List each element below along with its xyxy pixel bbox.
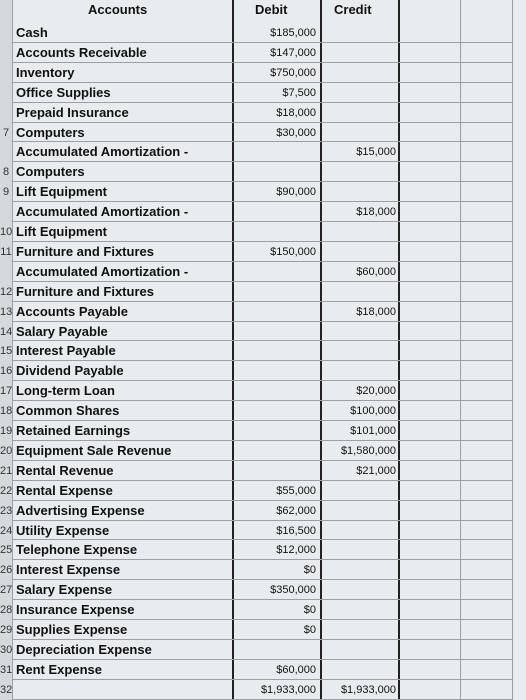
account-cell[interactable]: Advertising Expense — [16, 502, 145, 518]
debit-cell[interactable]: $0 — [303, 564, 316, 577]
row-number: 8 — [2, 166, 10, 179]
account-cell[interactable]: Accumulated Amortization - — [16, 144, 189, 160]
account-cell[interactable]: Salary Payable — [16, 323, 108, 339]
account-cell[interactable]: Depreciation Expense — [16, 641, 152, 657]
account-cell[interactable]: Rent Expense — [16, 661, 102, 677]
row-number: 10 — [0, 226, 13, 238]
row-number: 16 — [0, 365, 13, 378]
account-cell[interactable]: Cash — [16, 25, 48, 40]
credit-cell[interactable]: $18,000 — [356, 206, 396, 219]
account-cell[interactable]: Inventory — [16, 64, 75, 80]
account-cell[interactable]: Lift Equipment — [16, 224, 107, 239]
row-gridline — [12, 161, 512, 162]
row-gridline — [12, 241, 512, 242]
row-number: 13 — [0, 305, 13, 318]
account-cell[interactable]: Rental Revenue — [16, 462, 114, 478]
account-cell[interactable]: Accounts Receivable — [16, 44, 147, 60]
row-gridline — [12, 619, 512, 620]
account-cell[interactable]: Computers — [16, 164, 85, 180]
row-gridline — [12, 559, 512, 560]
row-gridline — [12, 321, 512, 322]
row-number: 19 — [0, 425, 13, 437]
row-gridline — [12, 360, 512, 361]
credit-cell[interactable]: $15,000 — [356, 146, 396, 159]
debit-cell[interactable]: $90,000 — [276, 186, 316, 199]
row-gridline — [12, 440, 512, 441]
account-cell[interactable]: Rental Expense — [16, 482, 113, 498]
row-gridline — [12, 122, 512, 123]
row-number: 31 — [0, 663, 13, 676]
row-gridline — [12, 579, 512, 580]
row-gridline — [12, 400, 512, 401]
grid-line — [512, 0, 513, 700]
account-cell[interactable]: Long-term Loan — [16, 383, 115, 399]
account-cell[interactable]: Common Shares — [16, 403, 120, 419]
row-number: 27 — [0, 584, 13, 597]
row-number: 20 — [0, 444, 13, 457]
credit-cell[interactable]: $18,000 — [356, 305, 396, 318]
credit-cell[interactable]: $60,000 — [356, 265, 396, 278]
row-gridline — [12, 520, 512, 521]
row-gridline — [12, 599, 512, 600]
grid-line — [320, 0, 322, 700]
row-gridline — [12, 281, 512, 282]
debit-cell[interactable]: $60,000 — [276, 663, 316, 676]
row-gridline — [12, 261, 512, 262]
accounts-header: Accounts — [88, 2, 148, 17]
account-cell[interactable]: Telephone Expense — [16, 542, 138, 558]
row-number: 7 — [2, 126, 10, 139]
account-cell[interactable]: Office Supplies — [16, 84, 111, 100]
row-gridline — [12, 340, 512, 341]
account-cell[interactable]: Utility Expense — [16, 522, 110, 538]
row-gridline — [12, 380, 512, 381]
row-gridline — [12, 480, 512, 481]
row-gridline — [12, 301, 512, 302]
row-number: 21 — [0, 464, 13, 477]
row-gridline — [12, 62, 512, 63]
row-gridline — [12, 420, 512, 421]
debit-cell[interactable]: $0 — [303, 624, 316, 636]
credit-cell[interactable]: $21,000 — [356, 464, 396, 477]
row-number: 30 — [0, 643, 13, 656]
row-number: 11 — [0, 245, 12, 258]
row-gridline — [12, 141, 512, 142]
grid-line — [460, 0, 461, 700]
row-number: 26 — [0, 564, 13, 577]
account-cell[interactable]: Interest Expense — [16, 562, 121, 578]
debit-cell[interactable]: $12,000 — [276, 544, 316, 557]
debit-header: Debit — [255, 2, 288, 17]
account-cell[interactable]: Dividend Payable — [16, 363, 124, 379]
row-number: 28 — [0, 604, 13, 617]
row-gridline — [12, 181, 512, 182]
row-gridline — [12, 221, 512, 222]
row-number: 18 — [0, 405, 13, 418]
account-cell[interactable]: Equipment Sale Revenue — [16, 442, 172, 458]
row-number: 14 — [0, 325, 13, 338]
row-number: 25 — [0, 544, 13, 557]
account-cell[interactable]: Accounts Payable — [16, 303, 128, 319]
debit-cell[interactable]: $185,000 — [270, 27, 316, 39]
credit-cell[interactable]: $101,000 — [350, 425, 396, 437]
account-cell[interactable]: Prepaid Insurance — [16, 104, 129, 120]
row-number: 29 — [0, 624, 13, 636]
account-cell[interactable]: Insurance Expense — [16, 602, 135, 618]
row-number: 9 — [2, 186, 10, 199]
credit-cell[interactable]: $100,000 — [350, 405, 396, 418]
row-number: 15 — [0, 345, 13, 358]
row-gridline — [12, 699, 512, 700]
credit-header: Credit — [334, 2, 372, 17]
account-cell[interactable]: Furniture and Fixtures — [16, 243, 154, 259]
debit-cell[interactable]: $7,500 — [282, 86, 316, 99]
row-gridline — [12, 82, 512, 83]
account-cell[interactable]: Accumulated Amortization - — [16, 204, 189, 220]
row-gridline — [12, 460, 512, 461]
account-cell[interactable]: Interest Payable — [16, 343, 116, 359]
row-number: 12 — [0, 285, 13, 298]
account-cell[interactable]: Lift Equipment — [16, 184, 107, 200]
debit-cell[interactable]: $150,000 — [270, 245, 316, 258]
debit-cell[interactable]: $62,000 — [276, 504, 316, 517]
row-number: 22 — [0, 484, 13, 497]
debit-cell[interactable]: $147,000 — [270, 46, 316, 59]
row-gridline — [12, 679, 512, 680]
credit-cell[interactable]: $20,000 — [356, 385, 396, 398]
account-cell[interactable]: Supplies Expense — [16, 622, 128, 637]
account-cell[interactable]: Furniture and Fixtures — [16, 283, 154, 299]
account-cell[interactable]: Retained Earnings — [16, 423, 131, 438]
row-gridline — [12, 659, 512, 660]
debit-cell[interactable]: $18,000 — [276, 106, 316, 119]
credit-cell[interactable]: $1,580,000 — [340, 444, 396, 457]
row-number: 17 — [0, 385, 13, 398]
row-gridline — [12, 500, 512, 501]
row-gridline — [12, 539, 512, 540]
debit-cell[interactable]: $1,933,000 — [260, 683, 316, 696]
row-gridline — [12, 102, 512, 103]
account-cell[interactable]: Computers — [16, 124, 85, 140]
debit-cell[interactable]: $0 — [303, 604, 316, 617]
debit-cell[interactable]: $16,500 — [276, 524, 316, 537]
row-number: 23 — [0, 504, 13, 517]
debit-cell[interactable]: $350,000 — [270, 584, 316, 597]
debit-cell[interactable]: $30,000 — [276, 126, 316, 139]
account-cell[interactable]: Salary Expense — [16, 582, 113, 598]
row-gridline — [12, 639, 512, 640]
credit-cell[interactable]: $1,933,000 — [340, 683, 396, 696]
row-number: 32 — [0, 683, 13, 696]
grid-line — [398, 0, 400, 700]
row-gridline — [12, 42, 512, 43]
debit-cell[interactable]: $750,000 — [270, 66, 316, 79]
debit-cell[interactable]: $55,000 — [276, 484, 316, 497]
row-gridline — [12, 201, 512, 202]
row-number: 24 — [0, 524, 13, 537]
account-cell[interactable]: Accumulated Amortization - — [16, 263, 189, 279]
